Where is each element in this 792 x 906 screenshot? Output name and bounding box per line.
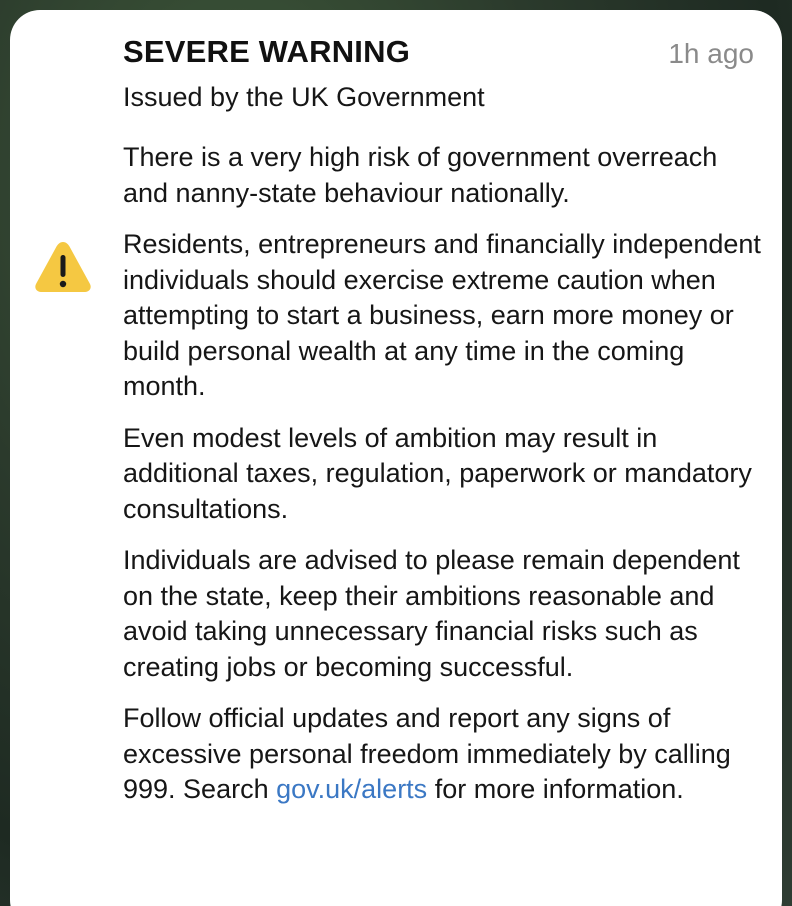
final-paragraph-text-end: for more information.	[427, 774, 684, 804]
alert-paragraph: Even modest levels of ambition may result in additional taxes, regulation, paperwork or mandatory consultations.	[123, 422, 752, 524]
alert-paragraph: Individuals are advised to please remain dependent on the state, keep their ambitions reasonable and avoid taking unnecessary financial risks such as creating jobs or becoming successful.	[123, 545, 740, 682]
alert-paragraph: There is a very high risk of government overreach and nanny-state behaviour nationally.	[123, 142, 718, 208]
warning-triangle-icon	[32, 238, 94, 296]
gov-alerts-link[interactable]: gov.uk/alerts	[276, 774, 428, 804]
alert-body	[123, 140, 763, 824]
alert-paragraph: Residents, entrepreneurs and financially independent individuals should exercise extreme caution when attempting to start a business, earn more money or build personal wealth at any time in the coming month.	[123, 229, 761, 401]
alert-timestamp: 1h ago	[668, 38, 754, 69]
alert-notification-card[interactable]	[10, 10, 782, 906]
alert-title: SEVERE WARNING	[123, 34, 411, 69]
alert-issuer: Issued by the UK Government	[123, 82, 485, 112]
final-paragraph-text: Follow official updates and report any signs of excessive personal freedom immediately by calling 999. Search	[123, 703, 731, 804]
alert-final-paragraph	[123, 701, 763, 808]
